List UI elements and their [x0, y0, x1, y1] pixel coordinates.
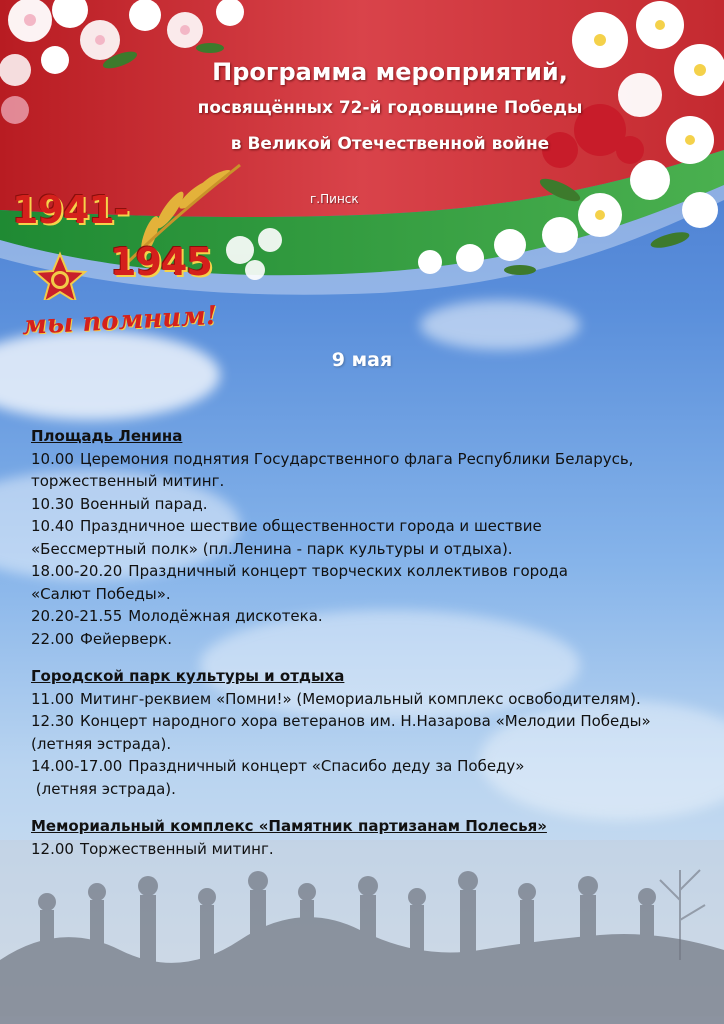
event-text-cont: торжественный митинг. [31, 472, 225, 490]
section-title: Площадь Ленина [31, 427, 183, 445]
list-item [31, 515, 711, 538]
event-time: 10.40 [31, 517, 74, 535]
event-date: 9 мая [331, 349, 393, 371]
event-text: Концерт народного хора ветеранов им. Н.Назарова «Мелодии Победы» [79, 712, 651, 730]
event-text: Фейерверк. [79, 629, 173, 648]
page-title: Программа мероприятий, [212, 58, 568, 86]
event-text: Торжественный митинг. [79, 839, 274, 858]
event-text: Праздничный концерт «Спасибо деду за Победу» [128, 757, 525, 775]
event-text: Митинг-реквием «Помни!» (Мемориальный комплекс освободителям). [79, 689, 641, 708]
section-title: Городской парк культуры и отдыха [31, 667, 345, 685]
list-item [31, 688, 711, 711]
city-label: г.Пинск [310, 192, 359, 206]
list-item [31, 605, 711, 628]
section-city-park [31, 665, 711, 800]
section-partisan-memorial [31, 815, 711, 860]
event-time: 20.20-21.55 [31, 607, 123, 625]
event-text: Церемония поднятия Государственного флага Республики Беларусь, [79, 449, 634, 468]
subtitle-line-2: в Великой Отечественной войне [230, 134, 550, 154]
year-end: 1945 [110, 240, 212, 284]
header [110, 54, 670, 162]
event-text-cont: (летняя эстрада). [31, 734, 172, 753]
event-text: Военный парад. [79, 494, 208, 513]
year-start: 1941- [12, 188, 129, 232]
section-title: Мемориальный комплекс «Памятник партизанам Полесья» [31, 817, 547, 835]
list-item [31, 560, 711, 583]
event-time: 12.30 [31, 712, 74, 730]
event-time: 18.00-20.20 [31, 562, 123, 580]
list-item [31, 755, 711, 778]
list-item [31, 838, 711, 861]
section-lenin-square [31, 425, 711, 650]
event-time: 12.00 [31, 839, 74, 858]
cloud [420, 300, 580, 350]
event-text-cont: (летняя эстрада). [31, 779, 176, 798]
event-text: Праздничное шествие общественности города и шествие [79, 517, 542, 535]
event-text-cont: «Бессмертный полк» (пл.Ленина - парк культуры и отдыха). [31, 539, 513, 558]
list-item [31, 710, 711, 733]
event-time: 10.30 [31, 494, 74, 513]
list-item [31, 628, 711, 651]
event-time: 10.00 [31, 449, 74, 468]
cloud [0, 330, 220, 420]
event-time: 14.00-17.00 [31, 757, 123, 775]
list-item [31, 448, 711, 471]
slogan: мы помним! [21, 300, 218, 342]
event-time: 22.00 [31, 629, 74, 648]
event-text-cont: «Салют Победы». [31, 584, 171, 603]
list-item [31, 493, 711, 516]
subtitle-line-1: посвящённых 72-й годовщине Победы [197, 98, 583, 118]
event-text: Молодёжная дискотека. [128, 607, 323, 625]
program-list [31, 425, 711, 875]
event-time: 11.00 [31, 689, 74, 708]
event-text: Праздничный концерт творческих коллективов города [128, 562, 568, 580]
